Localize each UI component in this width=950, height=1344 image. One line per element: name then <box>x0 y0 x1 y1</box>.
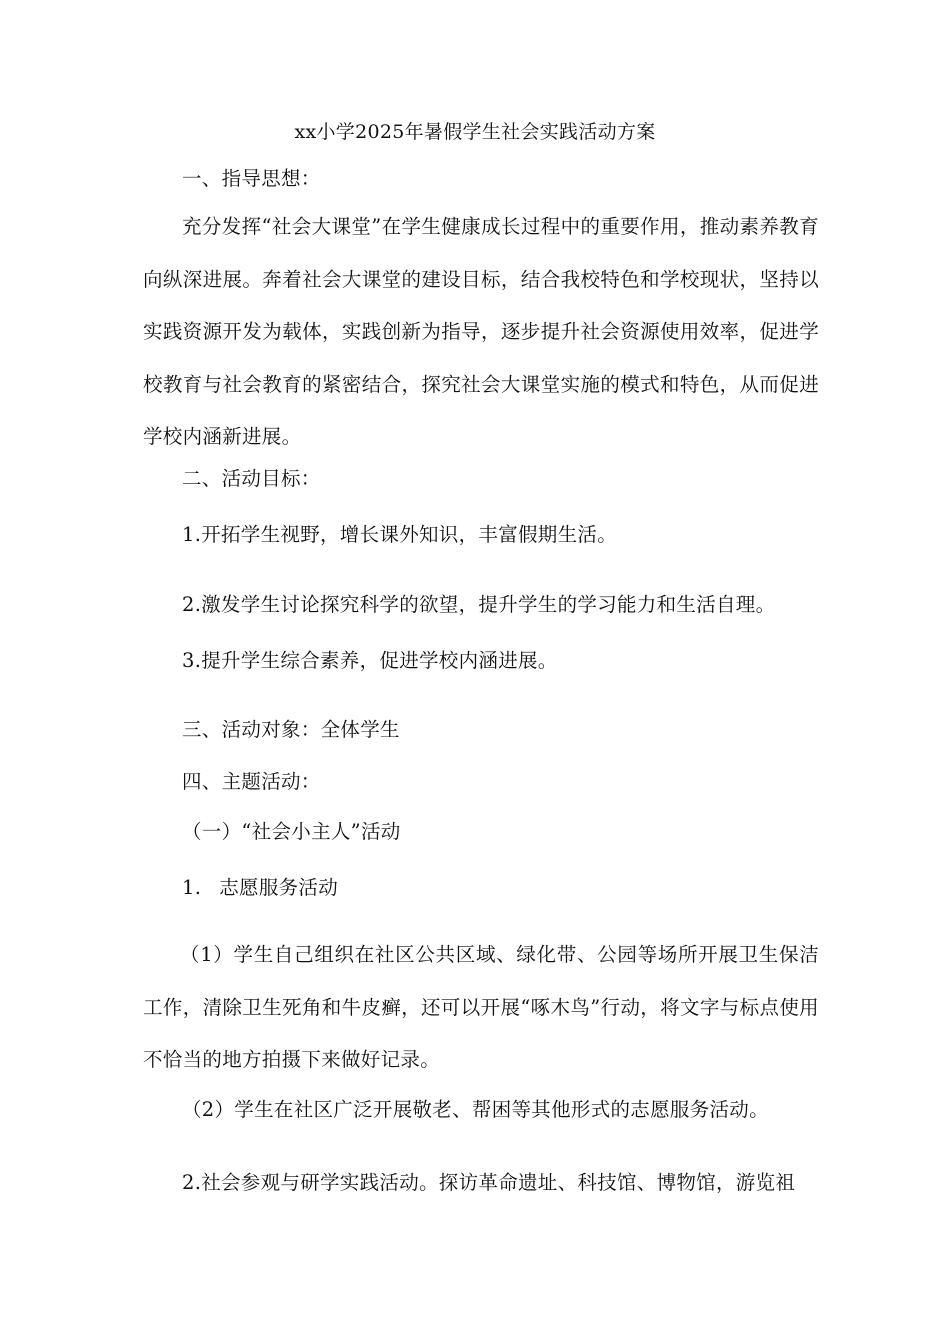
section4-heading: 四、主题活动： <box>182 770 321 793</box>
item1-detail-2: （2）学生在社区广泛开展敬老、帮困等其他形式的志愿服务活动。 <box>182 1098 769 1121</box>
section2-heading: 二、活动目标： <box>182 467 321 490</box>
item1-heading <box>182 875 338 901</box>
document-title: xx小学2025年暑假学生社会实践活动方案 <box>294 121 656 143</box>
goal-item-2: 2.激发学生讨论探究科学的欲望，提升学生的学习能力和生活自理。 <box>182 593 776 616</box>
goal-item-3: 3.提升学生综合素养，促进学校内涵进展。 <box>182 649 558 672</box>
goal-item-1: 1.开拓学生视野，增长课外知识，丰富假期生活。 <box>182 523 618 546</box>
item1-label: 志愿服务活动 <box>219 876 339 899</box>
activity-subheading: （一）“社会小主人”活动 <box>182 820 401 843</box>
item1-detail-1: （1）学生自己组织在社区公共区域、绿化带、公园等场所开展卫生保洁工作，清除卫生死角和牛皮癣，还可以开展“啄木鸟”行动，将文字与标点使用不恰当的地方拍摄下来做好记录。 <box>143 943 819 1071</box>
section1-paragraph: 充分发挥“社会大课堂”在学生健康成长过程中的重要作用，推动素养教育向纵深进展。奔着社会大课堂的建设目标，结合我校特色和学校现状，坚持以实践资源开发为载体，实践创新为指导，逐步提升社会资源使用效率，促进学校教育与社会教育的紧密结合，探究社会大课堂实施的模式和特色，从而促进学校内涵新进展。 <box>143 215 819 448</box>
section1-heading: 一、指导思想： <box>182 167 321 190</box>
item2-text: 2.社会参观与研学实践活动。探访革命遗址、科技馆、博物馆，游览祖 <box>182 1171 796 1194</box>
item1-number: 1. <box>182 876 202 899</box>
section3-heading: 三、活动对象：全体学生 <box>182 718 400 741</box>
